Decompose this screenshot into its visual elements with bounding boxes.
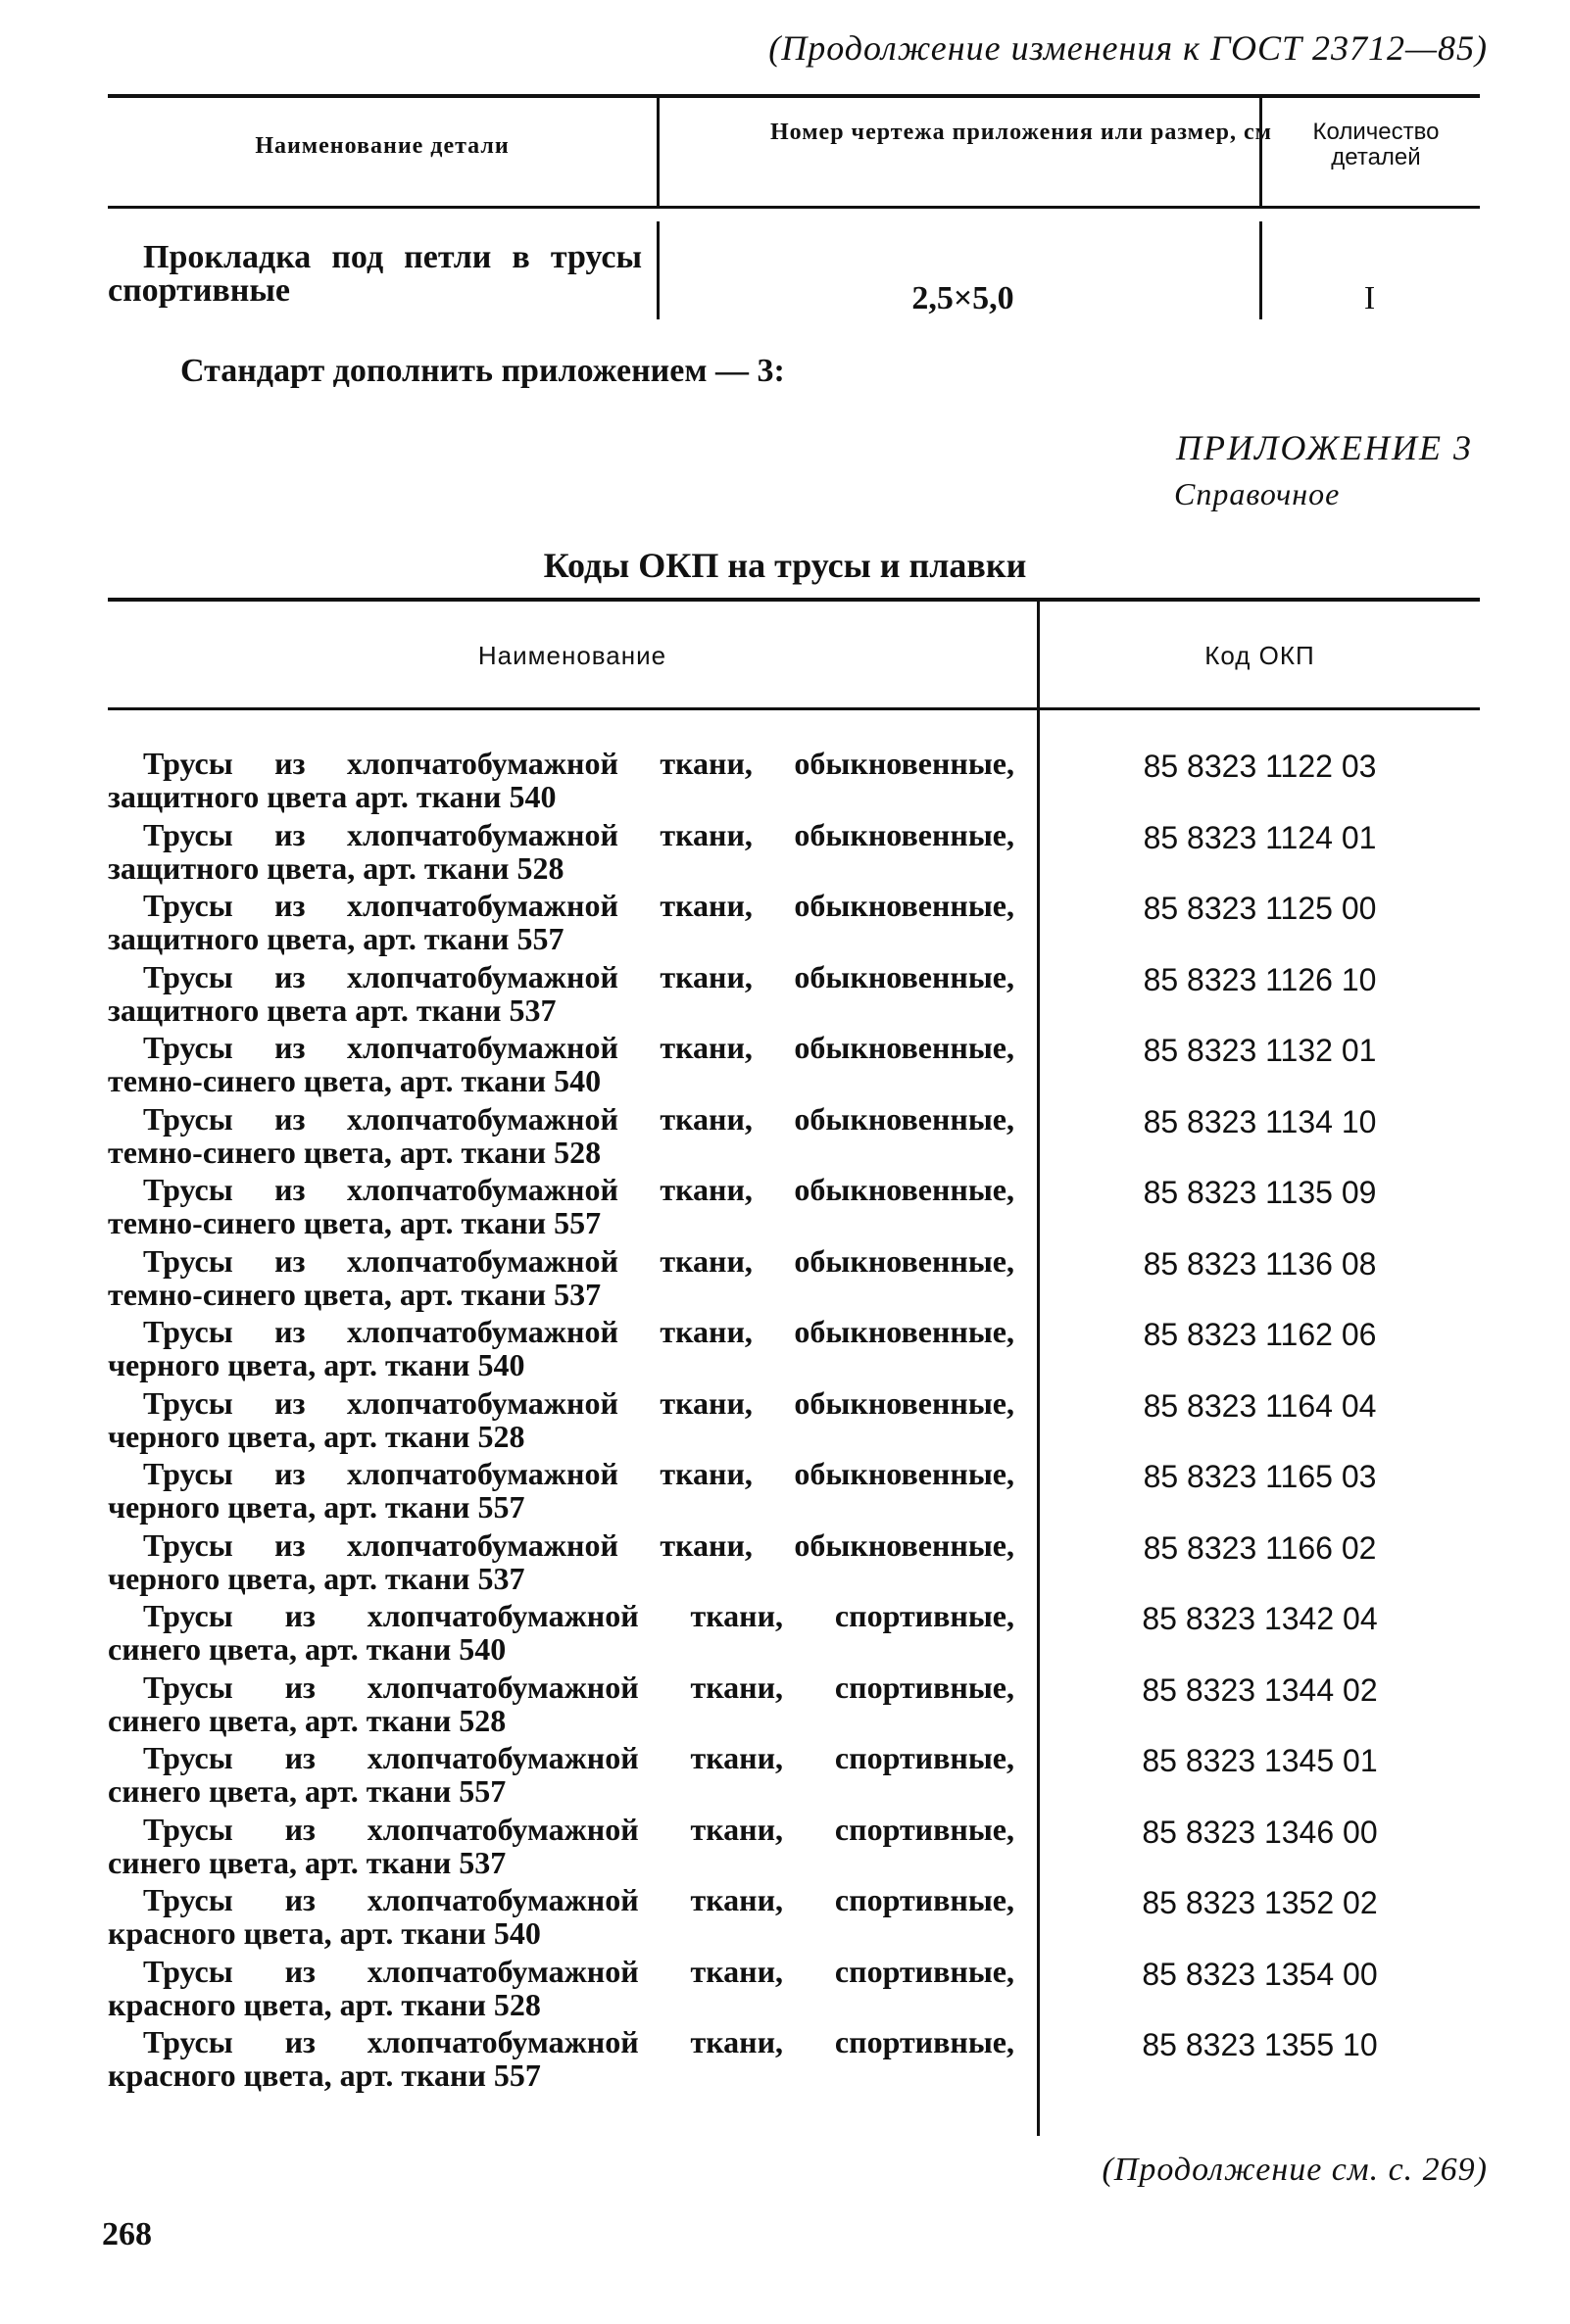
product-name [108,1173,1014,1239]
product-name [108,1386,1014,1453]
product-name [108,960,1014,1027]
parts-header-quantity: Количество деталей [1312,119,1440,170]
parts-table-header-rule [108,206,1480,209]
product-name [108,1599,1014,1666]
parts-table-divider [1259,98,1262,208]
appendix-subtitle: Справочное [1174,476,1341,511]
okp-code: 85 8323 1345 01 [1142,1743,1378,1778]
table-row [108,1670,1480,1741]
okp-code: 85 8323 1124 01 [1143,819,1377,855]
table-row [108,1955,1480,2025]
continuation-header: (Продолжение изменения к ГОСТ 23712—85) [768,28,1488,68]
codes-table-title: Коды ОКП на трусы и плавки [543,546,1027,585]
product-name [108,818,1014,885]
okp-code: 85 8323 1135 09 [1143,1175,1377,1210]
okp-code: 85 8323 1162 06 [1143,1317,1377,1352]
product-name-line-2: красного цвета, арт. ткани 540 [108,1915,541,1951]
product-name [108,1813,1014,1879]
product-name-line-1: Трусы из хлопчатобумажной ткани, обыкновенные, [143,816,1014,852]
product-name-line-2: темно-синего цвета, арт. ткани 528 [108,1134,602,1170]
product-name-line-2: синего цвета, арт. ткани 537 [108,1844,507,1880]
table-row [108,1599,1480,1670]
table-row [108,818,1480,889]
okp-code: 85 8323 1125 00 [1143,891,1377,926]
product-name-line-1: Трусы из хлопчатобумажной ткани, обыкновенные, [143,1456,1014,1491]
table-row [108,889,1480,959]
product-name-line-1: Трусы из хлопчатобумажной ткани, обыкновенные, [143,1526,1014,1563]
product-name-line-1: Трусы из хлопчатобумажной ткани, обыкновенные, [143,1242,1014,1279]
table-row [108,1741,1480,1812]
product-name-line-2: синего цвета, арт. ткани 557 [108,1773,507,1809]
product-name-line-1: Трусы из хлопчатобумажной ткани, обыкновенные, [143,1030,1014,1065]
product-name [108,889,1014,955]
okp-code: 85 8323 1355 10 [1142,2027,1378,2062]
product-name [108,1670,1014,1737]
product-name [108,2025,1014,2092]
okp-code: 85 8323 1122 03 [1143,749,1377,784]
product-name-line-2: красного цвета, арт. ткани 528 [108,1986,541,2022]
product-name [108,1528,1014,1595]
parts-row-quantity: I [1363,280,1376,316]
codes-table-header-rule [108,707,1480,710]
okp-code: 85 8323 1134 10 [1143,1103,1377,1139]
okp-code: 85 8323 1166 02 [1143,1529,1377,1566]
product-name-line-2: темно-синего цвета, арт. ткани 537 [108,1276,602,1312]
page-number: 268 [102,2216,152,2252]
okp-code: 85 8323 1354 00 [1142,1956,1378,1992]
table-row [108,747,1480,817]
parts-row-name: Прокладка под петли в трусы спортивные [108,239,642,309]
standard-addition-text: Стандарт дополнить приложением — 3: [180,353,785,389]
parts-header-name: Наименование детали [255,133,510,159]
product-name-line-2: черного цвета, арт. ткани 557 [108,1489,525,1525]
product-name-line-1: Трусы из хлопчатобумажной ткани, спортивные, [143,1953,1014,1989]
parts-row-size: 2,5×5,0 [911,280,1014,316]
product-name-line-1: Трусы из хлопчатобумажной ткани, обыкновенные, [143,746,1014,781]
okp-code: 85 8323 1352 02 [1142,1885,1378,1920]
product-name-line-1: Трусы из хлопчатобумажной ткани, спортивные, [143,1882,1014,1917]
product-name-line-2: черного цвета, арт. ткани 540 [108,1347,525,1382]
product-name-line-1: Трусы из хлопчатобумажной ткани, спортивные, [143,1811,1014,1847]
table-row [108,1457,1480,1527]
okp-code: 85 8323 1346 00 [1142,1814,1378,1850]
okp-code: 85 8323 1164 04 [1143,1387,1377,1424]
product-name [108,1955,1014,2021]
table-row [108,1031,1480,1101]
product-name-line-2: защитного цвета, арт. ткани 557 [108,921,564,956]
product-name [108,1315,1014,1381]
okp-code: 85 8323 1342 04 [1142,1601,1378,1636]
appendix-title: ПРИЛОЖЕНИЕ 3 [1176,428,1473,467]
product-name-line-1: Трусы из хлопчатобумажной ткани, обыкновенные, [143,1100,1014,1137]
table-row [108,1883,1480,1954]
product-name-line-2: красного цвета, арт. ткани 557 [108,2058,541,2093]
product-name-line-1: Трусы из хлопчатобумажной ткани, обыкновенные, [143,1314,1014,1349]
product-name-line-2: черного цвета, арт. ткани 528 [108,1418,525,1454]
product-name-line-1: Трусы из хлопчатобумажной ткани, обыкновенные, [143,1172,1014,1207]
okp-code: 85 8323 1344 02 [1142,1671,1378,1708]
okp-code: 85 8323 1132 01 [1143,1033,1377,1068]
product-name [108,1741,1014,1808]
product-name-line-1: Трусы из хлопчатобумажной ткани, спортивные, [143,1598,1014,1633]
product-name-line-2: защитного цвета, арт. ткани 528 [108,849,564,886]
product-name-line-2: синего цвета, арт. ткани 528 [108,1702,507,1738]
product-name-line-1: Трусы из хлопчатобумажной ткани, обыкновенные, [143,888,1014,923]
product-name-line-2: темно-синего цвета, арт. ткани 540 [108,1063,602,1098]
product-name-line-2: защитного цвета арт. ткани 540 [108,779,557,814]
product-name [108,1031,1014,1097]
product-name [108,1883,1014,1950]
okp-code: 85 8323 1165 03 [1143,1459,1377,1494]
table-row [108,1102,1480,1173]
product-name [108,1102,1014,1169]
product-name-line-1: Трусы из хлопчатобумажной ткани, спортивные, [143,1740,1014,1775]
codes-header-code: Код ОКП [1204,641,1315,670]
codes-table-top-rule [108,598,1480,602]
product-name-line-2: защитного цвета арт. ткани 537 [108,992,557,1028]
product-name-line-2: темно-синего цвета, арт. ткани 557 [108,1205,602,1240]
table-row [108,960,1480,1031]
product-name [108,1244,1014,1311]
product-name-line-1: Трусы из хлопчатобумажной ткани, спортивные, [143,1669,1014,1705]
okp-code: 85 8323 1136 08 [1143,1245,1377,1282]
parts-header-drawing: Номер чертежа приложения или размер, см [770,120,1272,145]
table-row [108,1173,1480,1243]
product-name-line-2: черного цвета, арт. ткани 537 [108,1560,525,1596]
okp-codes-table [108,598,1480,2136]
table-row [108,1813,1480,1883]
product-name [108,747,1014,813]
codes-header-name: Наименование [477,641,667,670]
product-name-line-1: Трусы из хлопчатобумажной ткани, обыкновенные, [143,958,1014,994]
table-row [108,1315,1480,1385]
table-row [108,1528,1480,1599]
okp-code: 85 8323 1126 10 [1143,961,1377,997]
product-name-line-1: Трусы из хлопчатобумажной ткани, спортивные, [143,2024,1014,2059]
table-row [108,2025,1480,2096]
product-name-line-2: синего цвета, арт. ткани 540 [108,1631,507,1667]
table-row [108,1244,1480,1315]
continuation-footer: (Продолжение см. с. 269) [1102,2152,1488,2188]
table-row [108,1386,1480,1457]
parts-table-divider [657,98,660,208]
parts-table-top-rule [108,94,1480,98]
product-name-line-1: Трусы из хлопчатобумажной ткани, обыкновенные, [143,1384,1014,1421]
product-name [108,1457,1014,1524]
